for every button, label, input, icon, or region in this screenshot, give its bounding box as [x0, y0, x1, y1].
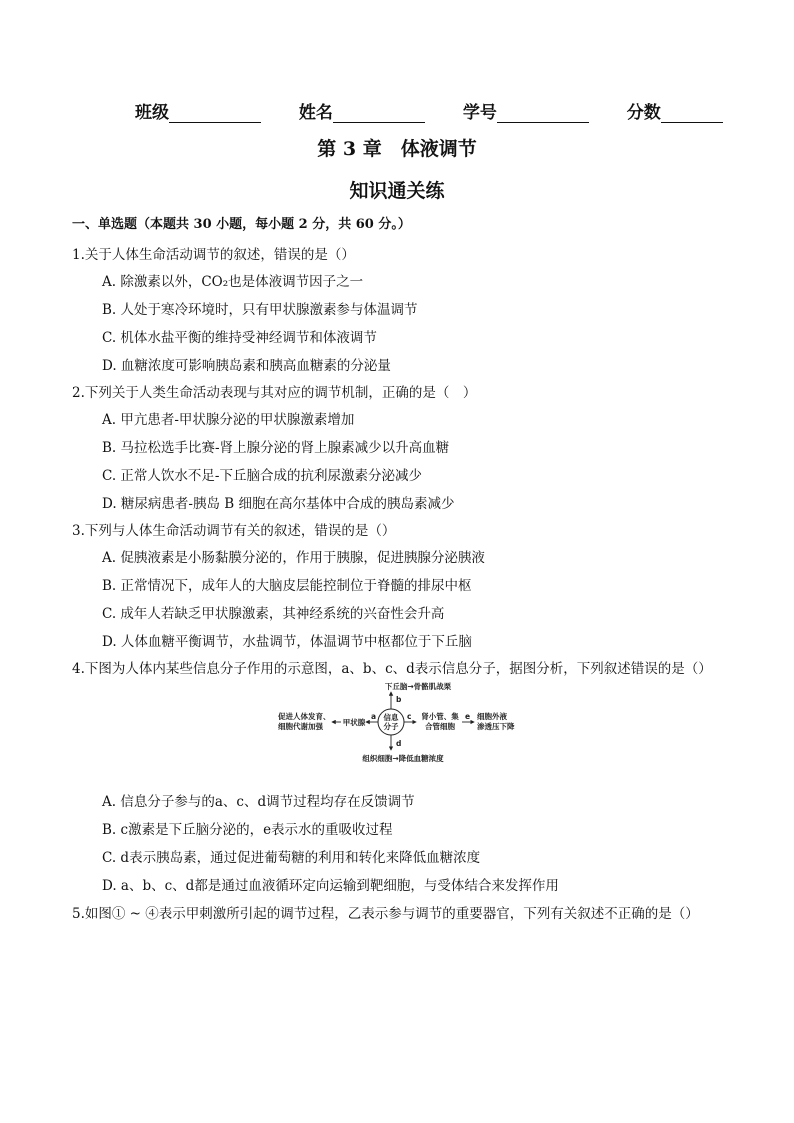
left-node-line-2: 细胞代谢加强	[278, 722, 323, 731]
bottom-node: 组织细胞→降低血糖浓度	[362, 754, 444, 763]
top-node: 下丘脑→骨骼肌战栗	[384, 682, 452, 691]
question-2-option-b[interactable]: B. 马拉松选手比赛-肾上腺分泌的肾上腺素减少以升高血糖	[102, 440, 450, 456]
class-blank[interactable]	[169, 104, 261, 123]
right-mid-node-line-2: 合管细胞	[425, 722, 455, 731]
name-blank[interactable]	[333, 104, 425, 123]
question-4-option-c[interactable]: C. d表示胰岛素，通过促进葡萄糖的利用和转化来降低血糖浓度	[102, 850, 481, 866]
question-1-option-b[interactable]: B. 人处于寒冷环境时，只有甲状腺激素参与体温调节	[102, 302, 418, 318]
center-label-1: 信息	[383, 713, 399, 722]
score-blank[interactable]	[661, 104, 723, 123]
letter-d: d	[396, 739, 402, 748]
center-label-2: 分子	[383, 722, 399, 731]
score-field[interactable]	[627, 98, 723, 123]
question-5-stem: 5.如图① ~ ④表示甲刺激所引起的调节过程，乙表示参与调节的重要器官，下列有关叙述不正确的是（）	[72, 906, 699, 922]
letter-c: c	[407, 712, 412, 721]
signal-molecule-diagram	[276, 680, 526, 770]
letter-a: a	[371, 712, 377, 721]
class-label: 班级	[135, 103, 169, 123]
question-1-stem: 1.关于人体生命活动调节的叙述，错误的是（）	[72, 247, 355, 263]
student-id-blank[interactable]	[497, 104, 589, 123]
section-heading: 一、单选题（本题共 30 小题，每小题 2 分，共 60 分。）	[72, 217, 411, 232]
right-node-line-2: 渗透压下降	[477, 722, 515, 731]
class-field[interactable]	[135, 98, 261, 123]
student-id-field[interactable]	[463, 98, 589, 123]
question-4-option-b[interactable]: B. c激素是下丘脑分泌的，e表示水的重吸收过程	[102, 822, 393, 838]
question-2-option-d[interactable]: D. 糖尿病患者-胰岛 B 细胞在高尔基体中合成的胰岛素减少	[102, 496, 455, 512]
question-3-option-c[interactable]: C. 成年人若缺乏甲状腺激素，其神经系统的兴奋性会升高	[102, 606, 445, 622]
name-label: 姓名	[298, 103, 333, 123]
question-3-stem: 3.下列与人体生命活动调节有关的叙述，错误的是（）	[72, 523, 396, 539]
score-label: 分数	[626, 103, 661, 123]
question-4-option-d[interactable]: D. a、b、c、d都是通过血液循环定向运输到靶细胞，与受体结合来发挥作用	[102, 878, 559, 894]
question-1-option-d[interactable]: D. 血糖浓度可影响胰岛素和胰高血糖素的分泌量	[102, 358, 391, 374]
question-2-option-a[interactable]: A. 甲亢患者-甲状腺分泌的甲状腺激素增加	[102, 412, 355, 428]
student-id-label: 学号	[462, 103, 497, 123]
student-info-row	[135, 98, 735, 123]
right-mid-node-line-1: 肾小管、集	[421, 712, 459, 721]
right-node-line-1: 细胞外液	[477, 712, 507, 721]
question-2-stem: 2.下列关于人类生命活动表现与其对应的调节机制，正确的是（ ）	[72, 385, 477, 401]
question-3-option-b[interactable]: B. 正常情况下，成年人的大脑皮层能控制位于脊髓的排尿中枢	[102, 578, 472, 594]
question-3-option-d[interactable]: D. 人体血糖平衡调节，水盐调节，体温调节中枢都位于下丘脑	[102, 634, 472, 650]
letter-e: e	[465, 712, 471, 721]
question-1-option-a[interactable]: A. 除激素以外，CO₂也是体液调节因子之一	[102, 274, 364, 290]
question-3-option-a[interactable]: A. 促胰液素是小肠黏膜分泌的，作用于胰腺，促进胰腺分泌胰液	[102, 550, 485, 566]
letter-b: b	[396, 695, 402, 704]
question-1-option-c[interactable]: C. 机体水盐平衡的维持受神经调节和体液调节	[102, 330, 377, 346]
exercise-title: 知识通关练	[349, 180, 445, 202]
question-4-stem: 4.下图为人体内某些信息分子作用的示意图，a、b、c、d表示信息分子，据图分析，下列叙述错误的是（）	[72, 661, 712, 677]
question-4-option-a[interactable]: A. 信息分子参与的a、c、d调节过程均存在反馈调节	[102, 794, 415, 810]
left-mid-node: 甲状腺	[342, 718, 366, 727]
left-node-line-1: 促进人体发育、	[278, 712, 331, 721]
chapter-title: 第 3 章 体液调节	[317, 138, 477, 160]
question-2-option-c[interactable]: C. 正常人饮水不足-下丘脑合成的抗利尿激素分泌减少	[102, 468, 422, 484]
name-field[interactable]	[299, 98, 425, 123]
